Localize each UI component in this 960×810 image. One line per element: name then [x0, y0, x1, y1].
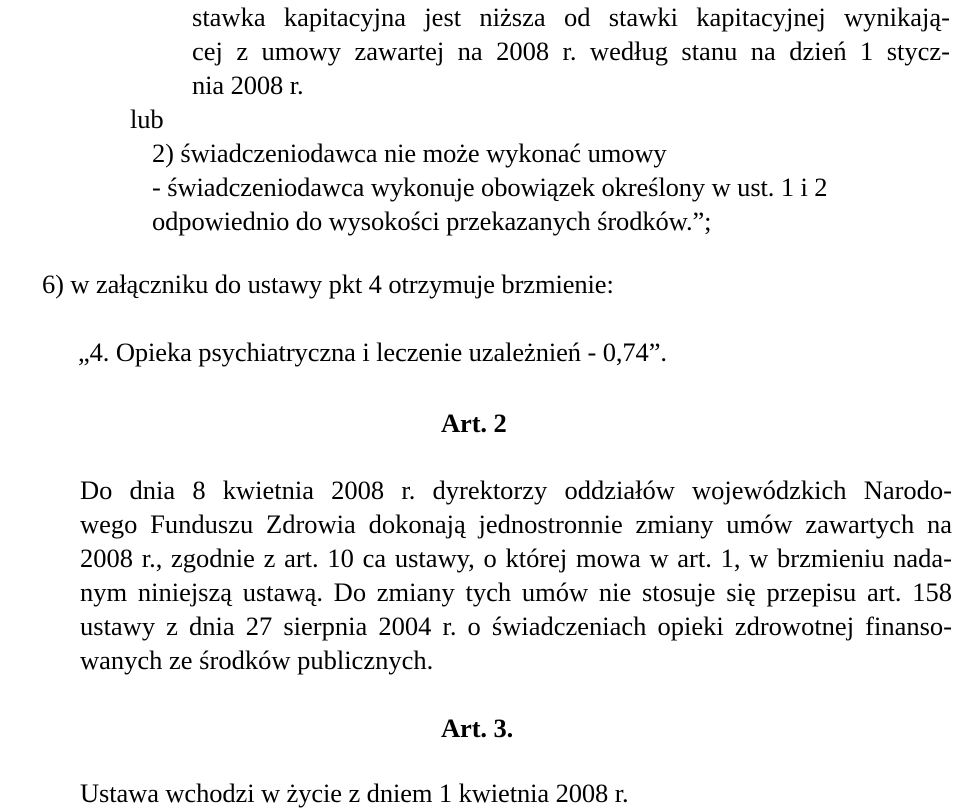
intro-line-1: stawka kapitacyjna jest niższa od stawki kapitacyjnej wynikają-	[192, 2, 950, 32]
article-3-text: Ustawa wchodzi w życie z dniem 1 kwietnia 2008 r.	[80, 778, 629, 808]
article-2-line-6: wanych ze środków publicznych.	[80, 645, 434, 675]
list-item-6: 6) w załączniku do ustawy pkt 4 otrzymuje brzmienie:	[42, 269, 614, 299]
dash-line-2: odpowiednio do wysokości przekazanych środków.”;	[152, 206, 712, 236]
dash-line-1: - świadczeniodawca wykonuje obowiązek określony w ust. 1 i 2	[152, 172, 828, 202]
article-2-line-3: 2008 r., zgodnie z art. 10 ca ustawy, o której mowa w art. 1, w brzmieniu nada-	[80, 543, 952, 573]
article-2-line-2: wego Funduszu Zdrowia dokonają jednostronnie zmiany umów zawartych na	[80, 509, 952, 539]
list-item-2: 2) świadczeniodawca nie może wykonać umowy	[152, 138, 667, 168]
intro-line-2: cej z umowy zawartej na 2008 r. według stanu na dzień 1 stycz-	[192, 36, 950, 66]
intro-line-3: nia 2008 r.	[192, 70, 304, 100]
article-2-line-1: Do dnia 8 kwietnia 2008 r. dyrektorzy oddziałów wojewódzkich Narodo-	[80, 475, 952, 505]
article-2-line-5: ustawy z dnia 27 sierpnia 2004 r. o świadczeniach opieki zdrowotnej finanso-	[80, 611, 952, 641]
article-2-title: Art. 2	[441, 408, 507, 438]
lub-connector: lub	[130, 104, 164, 134]
article-3-title: Art. 3.	[441, 713, 514, 743]
article-2-line-4: nym niniejszą ustawą. Do zmiany tych umów nie stosuje się przepisu art. 158	[80, 577, 952, 607]
quoted-point-4: „4. Opieka psychiatryczna i leczenie uzależnień - 0,74”.	[78, 337, 667, 367]
